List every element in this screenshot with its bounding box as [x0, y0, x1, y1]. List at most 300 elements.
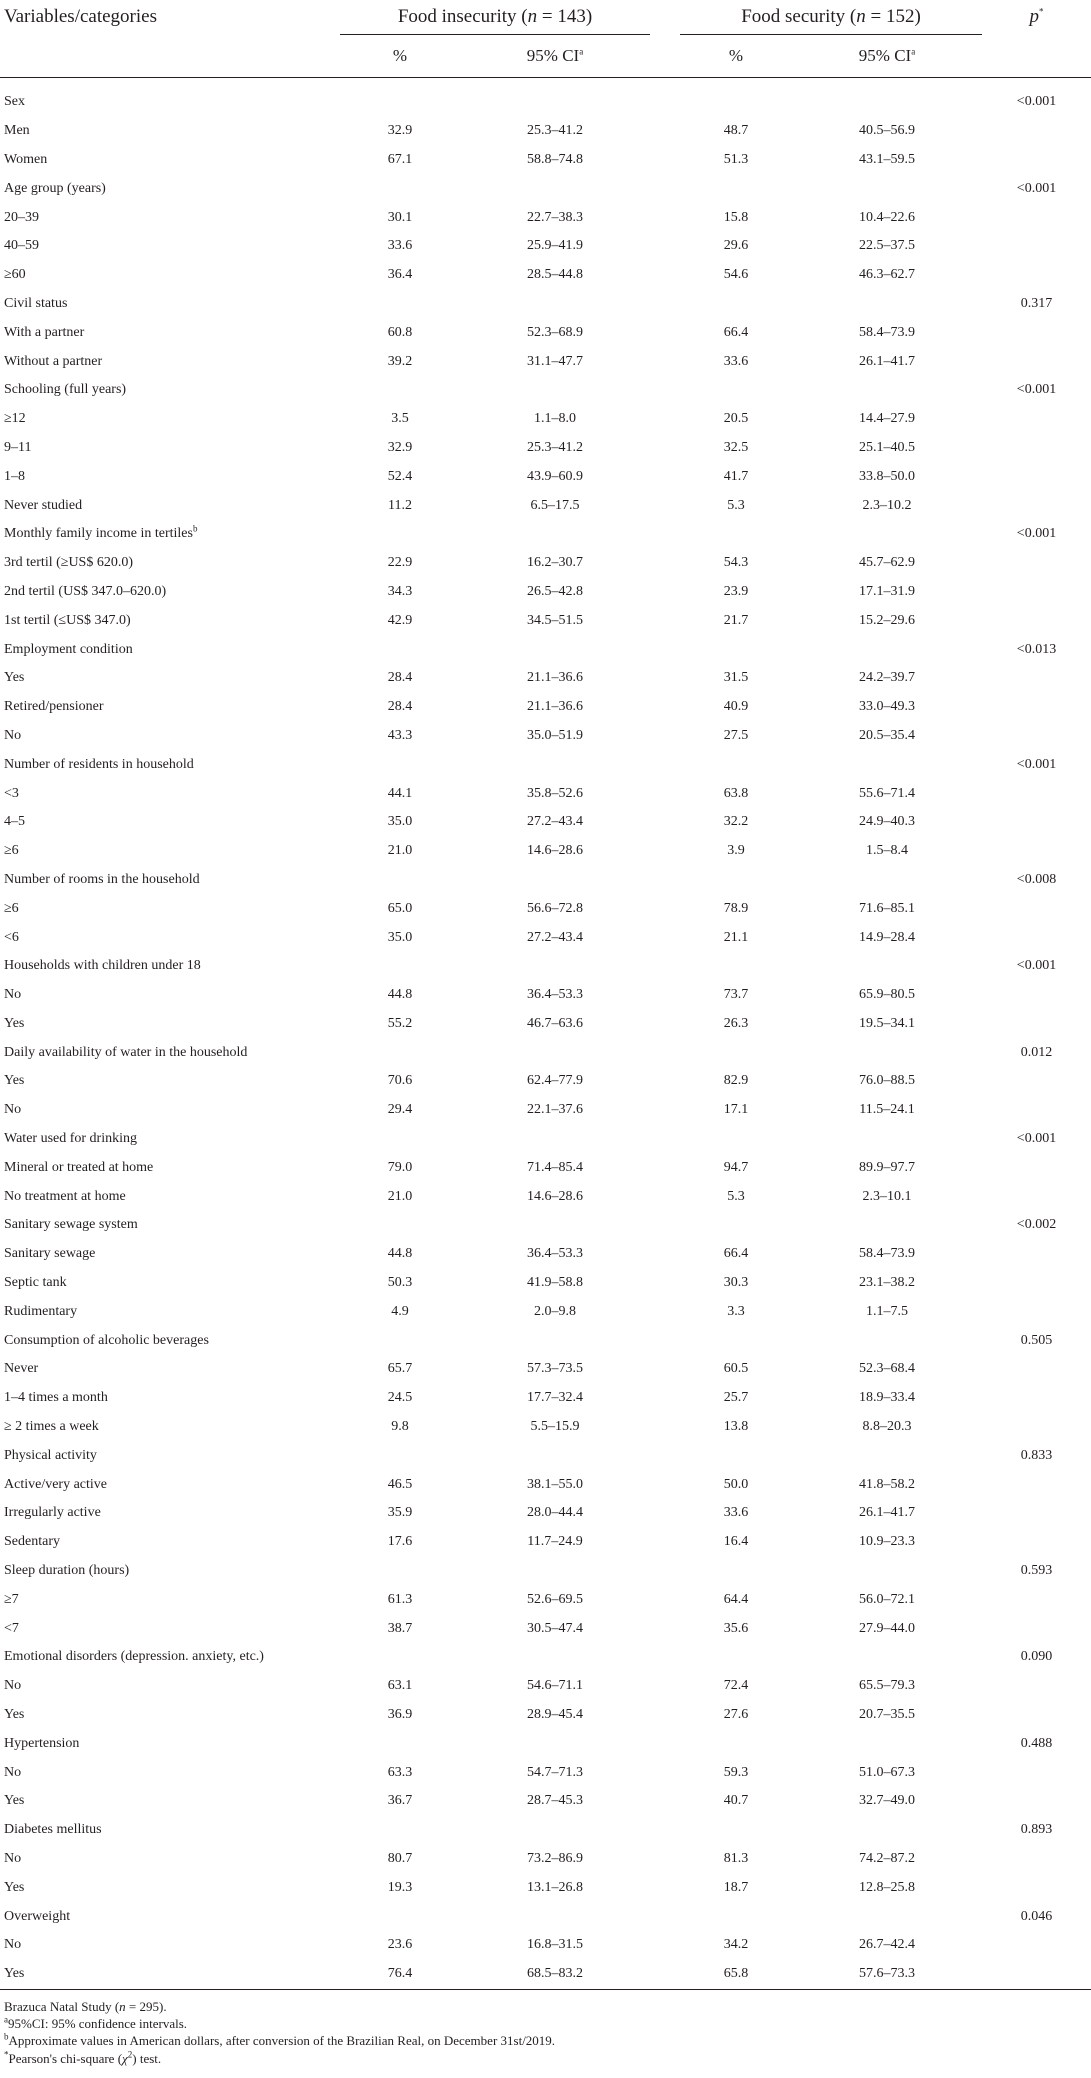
- gap-cell: [650, 1470, 680, 1499]
- fi-ci-cell: 54.6–71.1: [527, 1678, 583, 1694]
- fi-pct-cell: 21.0: [387, 1188, 413, 1204]
- p-value-cell: [982, 347, 1091, 376]
- fs-pct-cell: 30.3: [723, 1275, 749, 1291]
- empty-cell: [650, 1902, 680, 1931]
- empty-cell: [650, 1816, 680, 1845]
- header-food-security: Food security (n = 152): [680, 0, 982, 35]
- fs-ci-cell: 33.8–50.0: [859, 468, 915, 484]
- table-row: [0, 664, 1091, 693]
- category-label: Monthly family income in tertiles$^b$: [4, 523, 198, 542]
- fi-pct-cell: 17.6: [387, 1534, 413, 1550]
- fi-pct-cell: 44.8: [387, 987, 413, 1003]
- p-value-cell: [982, 981, 1091, 1010]
- fs-pct-cell: 40.9: [723, 699, 749, 715]
- fi-pct-cell: 44.8: [387, 1246, 413, 1262]
- gap-cell: [650, 1240, 680, 1269]
- fi-pct-cell: 36.7: [387, 1793, 413, 1809]
- gap-cell: [650, 1153, 680, 1182]
- empty-cell: [650, 290, 680, 319]
- gap-cell: [650, 1873, 680, 1902]
- fi-pct-cell: 22.9: [387, 555, 413, 571]
- row-label: Active/very active: [4, 1476, 108, 1492]
- p-value-cell: [982, 894, 1091, 923]
- p-value-cell: [982, 1585, 1091, 1614]
- fs-ci-cell: 1.1–7.5: [866, 1303, 908, 1319]
- fi-ci-cell: 36.4–53.3: [527, 987, 583, 1003]
- p-value-cell: 0.893: [1020, 1822, 1053, 1838]
- empty-cell: [792, 635, 982, 664]
- empty-cell: [460, 952, 650, 981]
- p-value-cell: <0.002: [1016, 1217, 1057, 1233]
- fi-ci-cell: 28.7–45.3: [527, 1793, 583, 1809]
- fi-pct-cell: 80.7: [387, 1851, 413, 1866]
- gap-cell: [650, 405, 680, 434]
- row-label: Yes: [4, 1793, 25, 1809]
- fi-ci-cell: 35.8–52.6: [527, 785, 583, 801]
- fs-ci-cell: 89.9–97.7: [859, 1159, 915, 1175]
- fs-ci-cell: 23.1–38.2: [859, 1275, 915, 1291]
- empty-cell: [792, 520, 982, 549]
- p-value-cell: 0.833: [1020, 1447, 1053, 1463]
- table-row: [0, 578, 1091, 607]
- gap-cell: [650, 722, 680, 751]
- fi-pct-cell: 63.1: [387, 1678, 413, 1694]
- fs-pct-cell: 33.6: [723, 1505, 749, 1521]
- header-gap-2: [650, 35, 680, 78]
- gap-cell: [650, 462, 680, 491]
- empty-cell: [680, 1729, 792, 1758]
- table-footnotes: [4, 1998, 555, 2067]
- fi-ci-cell: 25.3–41.2: [527, 439, 583, 455]
- table-row: [0, 1614, 1091, 1643]
- fi-ci-cell: 28.0–44.4: [527, 1505, 583, 1521]
- empty-cell: [680, 1326, 792, 1355]
- row-label: 2nd tertil (US$ 347.0–620.0): [4, 583, 167, 599]
- p-value-cell: 0.317: [1020, 295, 1053, 311]
- header-fi-ci: [460, 35, 650, 78]
- footnote-text: Brazuca Natal Study (n = 295).: [4, 1999, 167, 2014]
- gap-cell: [650, 146, 680, 175]
- row-label: Men: [4, 123, 30, 139]
- row-label: With a partner: [4, 324, 85, 340]
- fs-pct-cell: 78.9: [723, 900, 749, 916]
- fi-pct-cell: 42.9: [387, 612, 413, 628]
- fs-ci-cell: 56.0–72.1: [859, 1591, 915, 1607]
- p-value-cell: <0.001: [1016, 958, 1057, 974]
- footnote: [4, 1998, 555, 2015]
- gap-cell: [650, 117, 680, 146]
- table-row: [0, 462, 1091, 491]
- fi-pct-cell: 63.3: [387, 1764, 413, 1780]
- fi-ci-cell: 25.3–41.2: [527, 123, 583, 139]
- fs-pct-cell: 34.2: [723, 1937, 749, 1953]
- empty-cell: [650, 174, 680, 203]
- fi-ci-cell: 27.2–43.4: [527, 814, 583, 830]
- gap-cell: [650, 693, 680, 722]
- p-value-cell: [982, 578, 1091, 607]
- fs-pct-cell: 41.7: [723, 468, 749, 484]
- category-row: [0, 520, 1091, 549]
- empty-cell: [792, 1125, 982, 1154]
- footnote: [4, 2050, 555, 2067]
- header-gap: [650, 0, 680, 35]
- fs-pct-cell: 20.5: [723, 411, 749, 427]
- p-value-cell: <0.013: [1016, 641, 1057, 657]
- empty-cell: [792, 1326, 982, 1355]
- fi-ci-cell: 28.9–45.4: [527, 1707, 583, 1723]
- row-label: 40–59: [4, 238, 39, 254]
- p-value-cell: [982, 117, 1091, 146]
- p-value-cell: [982, 1845, 1091, 1874]
- fi-ci-cell: 11.7–24.9: [527, 1534, 583, 1550]
- empty-cell: [340, 88, 460, 117]
- fi-pct-cell: 21.0: [387, 843, 413, 859]
- row-label: 1–8: [4, 468, 25, 484]
- fi-ci-cell: 5.5–15.9: [530, 1419, 580, 1435]
- footnote: [4, 2015, 555, 2032]
- fs-ci-cell: 20.7–35.5: [859, 1707, 915, 1723]
- fi-ci-cell: 68.5–83.2: [460, 1960, 650, 1989]
- footnote-marker: *: [4, 2049, 9, 2060]
- gap-cell: [650, 606, 680, 635]
- row-label: 1st tertil (≤US$ 347.0): [4, 612, 131, 628]
- footnote-text: Pearson's chi-square $(\chi^2)$ test.: [8, 2049, 162, 2066]
- gap-cell: [650, 1269, 680, 1298]
- header-fs-pct: %: [680, 35, 792, 78]
- row-label: No: [4, 1937, 22, 1953]
- fi-pct-cell: 35.0: [387, 814, 413, 830]
- empty-cell: [340, 1902, 460, 1931]
- row-label: ≥7: [4, 1591, 19, 1607]
- gap-cell: [650, 664, 680, 693]
- empty-cell: [680, 1211, 792, 1240]
- table-row: [0, 117, 1091, 146]
- table-row: [0, 693, 1091, 722]
- p-value-cell: [982, 1758, 1091, 1787]
- fs-ci-cell: 43.1–59.5: [859, 151, 915, 167]
- fs-ci-cell: 14.4–27.9: [859, 411, 915, 427]
- row-label: Mineral or treated at home: [4, 1159, 154, 1175]
- fi-pct-cell: 61.3: [387, 1591, 413, 1607]
- fi-ci-cell: 21.1–36.6: [527, 699, 583, 715]
- fs-pct-cell: 32.2: [723, 814, 749, 830]
- p-value-cell: [982, 1873, 1091, 1902]
- fs-ci-cell: 52.3–68.4: [859, 1361, 915, 1377]
- gap-cell: [650, 1384, 680, 1413]
- table-row: [0, 1384, 1091, 1413]
- fs-ci-cell: 26.1–41.7: [859, 1505, 915, 1521]
- empty-cell: [680, 750, 792, 779]
- table-row: [0, 1470, 1091, 1499]
- table-row: [0, 1182, 1091, 1211]
- p-value-cell: [982, 462, 1091, 491]
- gap-cell: [650, 203, 680, 232]
- p-value-cell: [982, 232, 1091, 261]
- empty-cell: [460, 1902, 650, 1931]
- empty-cell: [680, 1441, 792, 1470]
- fs-pct-cell: 26.3: [723, 1015, 749, 1031]
- row-label: No: [4, 1764, 22, 1780]
- p-value-cell: [982, 1672, 1091, 1701]
- fi-ci-cell: 31.1–47.7: [527, 353, 583, 369]
- empty-cell: [340, 1326, 460, 1355]
- empty-cell: [650, 1211, 680, 1240]
- fi-ci-cell: 17.7–32.4: [527, 1390, 583, 1406]
- gap-cell: [650, 1413, 680, 1442]
- empty-cell: [460, 1211, 650, 1240]
- fs-ci-cell: 41.8–58.2: [859, 1476, 915, 1492]
- category-row: [0, 750, 1091, 779]
- fs-ci-cell: 12.8–25.8: [859, 1879, 915, 1895]
- fi-pct-cell: 3.5: [391, 411, 409, 427]
- table-row: [0, 1528, 1091, 1557]
- fs-ci-cell: 14.9–28.4: [859, 929, 915, 945]
- category-label: Sleep duration (hours): [4, 1563, 130, 1579]
- fs-ci-cell: 18.9–33.4: [859, 1390, 915, 1406]
- fi-ci-cell: 38.1–55.0: [527, 1476, 583, 1492]
- p-value-cell: [982, 779, 1091, 808]
- gap-cell: [650, 1672, 680, 1701]
- p-value-cell: [982, 549, 1091, 578]
- header-fs-ci-text: 95% CI: [858, 46, 912, 65]
- row-label: <7: [4, 1620, 19, 1636]
- fs-ci-cell: 15.2–29.6: [859, 612, 915, 628]
- fs-pct-cell: 66.4: [723, 324, 749, 340]
- fs-pct-cell: 59.3: [723, 1764, 749, 1780]
- gap-cell: [650, 549, 680, 578]
- fi-ci-cell: 22.7–38.3: [527, 209, 583, 225]
- fi-ci-cell: 52.3–68.9: [527, 324, 583, 340]
- p-value-cell: [982, 1010, 1091, 1039]
- p-value-cell: <0.001: [1016, 94, 1057, 110]
- category-label: Emotional disorders (depression. anxiety, etc.): [4, 1649, 264, 1665]
- fs-ci-cell: 27.9–44.0: [859, 1620, 915, 1636]
- row-label: Without a partner: [4, 353, 103, 369]
- p-value-cell: <0.001: [1016, 1131, 1057, 1147]
- fs-pct-cell: 94.7: [723, 1159, 749, 1175]
- fi-pct-cell: 39.2: [387, 353, 413, 369]
- empty-cell: [340, 174, 460, 203]
- fs-pct-cell: 16.4: [723, 1534, 749, 1550]
- p-value-cell: [982, 1787, 1091, 1816]
- header-row-1: [0, 0, 1091, 35]
- row-label: 3rd tertil (≥US$ 620.0): [4, 555, 134, 571]
- fi-pct-cell: 43.3: [387, 727, 413, 743]
- category-label: Sex: [4, 94, 25, 110]
- fi-ci-cell: 30.5–47.4: [527, 1620, 583, 1636]
- p-value-cell: [982, 491, 1091, 520]
- table-row: [0, 722, 1091, 751]
- p-value-cell: [982, 318, 1091, 347]
- category-label: Water used for drinking: [4, 1131, 137, 1147]
- fs-pct-cell: 17.1: [723, 1102, 749, 1118]
- empty-cell: [650, 1038, 680, 1067]
- fs-pct-cell: 21.7: [723, 612, 749, 628]
- category-label: Civil status: [4, 295, 68, 311]
- fi-pct-cell: 79.0: [387, 1159, 413, 1175]
- table-row: [0, 347, 1091, 376]
- row-label: No: [4, 1102, 22, 1118]
- empty-cell: [460, 1816, 650, 1845]
- fs-pct-cell: 73.7: [723, 987, 749, 1003]
- fi-pct-cell: 30.1: [387, 209, 413, 225]
- footnote-marker: b: [4, 2032, 9, 2043]
- category-label: Number of residents in household: [4, 756, 194, 772]
- empty-cell: [792, 88, 982, 117]
- fs-pct-cell: 48.7: [723, 123, 749, 139]
- p-value-cell: [982, 1384, 1091, 1413]
- category-label: Physical activity: [4, 1447, 97, 1463]
- fi-ci-cell: 52.6–69.5: [527, 1591, 583, 1607]
- row-label: Yes: [4, 670, 25, 686]
- table-row: [0, 491, 1091, 520]
- fi-ci-cell: 6.5–17.5: [530, 497, 580, 513]
- fs-ci-cell: 20.5–35.4: [859, 727, 915, 743]
- category-row: [0, 1038, 1091, 1067]
- gap-cell: [650, 1585, 680, 1614]
- row-label: 1–4 times a month: [4, 1390, 108, 1406]
- fs-pct-cell: 18.7: [723, 1879, 749, 1895]
- empty-cell: [460, 1729, 650, 1758]
- fi-ci-cell: 71.4–85.4: [527, 1159, 583, 1175]
- fs-ci-cell: 33.0–49.3: [859, 699, 915, 715]
- p-value-cell: [982, 1614, 1091, 1643]
- row-label: Sedentary: [4, 1534, 60, 1550]
- empty-cell: [680, 174, 792, 203]
- fs-pct-cell: 29.6: [723, 238, 749, 254]
- empty-cell: [792, 1557, 982, 1586]
- table-row: [0, 808, 1091, 837]
- fs-pct-cell: 60.5: [723, 1361, 749, 1377]
- row-label: Never studied: [4, 497, 83, 513]
- p-value-cell: [982, 837, 1091, 866]
- empty-cell: [792, 1211, 982, 1240]
- empty-cell: [680, 1643, 792, 1672]
- empty-cell: [792, 174, 982, 203]
- fi-pct-cell: 11.2: [388, 497, 412, 513]
- footnote-text: Approximate values in American dollars, after conversion of the Brazilian Real, on December 31st/2019.: [8, 2033, 556, 2049]
- p-value-cell: [982, 1931, 1091, 1960]
- row-label: Yes: [4, 1015, 25, 1031]
- fi-ci-cell: 57.3–73.5: [527, 1361, 583, 1377]
- fi-ci-cell: 14.6–28.6: [527, 843, 583, 859]
- category-row: [0, 1643, 1091, 1672]
- table-row: [0, 1960, 1091, 1989]
- table-row: [0, 837, 1091, 866]
- p-value-cell: <0.001: [1016, 180, 1057, 196]
- category-row: [0, 1729, 1091, 1758]
- p-value-cell: [982, 1413, 1091, 1442]
- row-label: Yes: [4, 1879, 25, 1895]
- empty-cell: [650, 1729, 680, 1758]
- empty-cell: [680, 635, 792, 664]
- gap-cell: [650, 1931, 680, 1960]
- empty-cell: [340, 376, 460, 405]
- category-row: [0, 1125, 1091, 1154]
- empty-cell: [650, 1326, 680, 1355]
- fs-pct-cell: 5.3: [727, 1188, 745, 1204]
- category-row: [0, 866, 1091, 895]
- empty-cell: [650, 88, 680, 117]
- fs-ci-cell: 58.4–73.9: [859, 1246, 915, 1262]
- row-label: Never: [4, 1361, 39, 1377]
- fi-ci-cell: 28.5–44.8: [527, 267, 583, 283]
- category-row: [0, 952, 1091, 981]
- p-value-cell: [982, 405, 1091, 434]
- fs-ci-cell: 26.1–41.7: [859, 353, 915, 369]
- fi-ci-cell: 1.1–8.0: [534, 411, 576, 427]
- empty-cell: [792, 1038, 982, 1067]
- gap-cell: [650, 491, 680, 520]
- row-label: 20–39: [4, 209, 39, 225]
- p-value-cell: 0.090: [1020, 1649, 1053, 1665]
- fi-ci-cell: 21.1–36.6: [527, 670, 583, 686]
- fi-pct-cell: 76.4: [340, 1960, 460, 1989]
- category-row: [0, 1557, 1091, 1586]
- fs-ci-cell: 19.5–34.1: [859, 1015, 915, 1031]
- empty-cell: [340, 750, 460, 779]
- table-row: [0, 923, 1091, 952]
- p-value-cell: [982, 1269, 1091, 1298]
- fs-ci-cell: 65.5–79.3: [859, 1678, 915, 1694]
- gap-cell: [650, 232, 680, 261]
- fi-ci-cell: 14.6–28.6: [527, 1188, 583, 1204]
- header-p-value: p*: [1029, 6, 1044, 28]
- footnote: [4, 2032, 555, 2049]
- fs-pct-cell: 27.6: [723, 1707, 749, 1723]
- empty-cell: [650, 1441, 680, 1470]
- empty-cell: [792, 866, 982, 895]
- p-value-cell: [982, 923, 1091, 952]
- gap-cell: [650, 1499, 680, 1528]
- fs-pct-cell: 15.8: [723, 209, 749, 225]
- fs-ci-cell: 17.1–31.9: [859, 583, 915, 599]
- p-value-cell: <0.001: [1016, 526, 1057, 542]
- empty-cell: [792, 1816, 982, 1845]
- empty-cell: [340, 1125, 460, 1154]
- p-value-cell: [982, 1470, 1091, 1499]
- empty-cell: [340, 866, 460, 895]
- p-value-cell: [982, 203, 1091, 232]
- gap-cell: [650, 1182, 680, 1211]
- fs-pct-cell: 64.4: [723, 1591, 749, 1607]
- fi-ci-cell: 27.2–43.4: [527, 929, 583, 945]
- row-label: ≥ 2 times a week: [4, 1419, 99, 1435]
- fi-pct-cell: 65.0: [387, 900, 413, 916]
- gap-cell: [650, 1701, 680, 1730]
- gap-cell: [650, 318, 680, 347]
- fi-pct-cell: 36.9: [387, 1707, 413, 1723]
- fs-ci-cell: 57.6–73.3: [792, 1960, 982, 1989]
- row-label: Women: [4, 151, 48, 167]
- gap-cell: [650, 1010, 680, 1039]
- fi-ci-cell: 16.2–30.7: [527, 555, 583, 571]
- p-value-cell: 0.505: [1020, 1332, 1053, 1348]
- table-row: [0, 146, 1091, 175]
- empty-cell: [340, 635, 460, 664]
- fi-pct-cell: 29.4: [387, 1102, 413, 1118]
- row-label: No: [4, 1851, 22, 1866]
- empty-cell: [460, 866, 650, 895]
- row-label: 4–5: [4, 814, 25, 830]
- p-value-cell: 0.046: [1020, 1908, 1053, 1924]
- category-row: [0, 1441, 1091, 1470]
- fi-ci-cell: 58.8–74.8: [527, 151, 583, 167]
- category-row: [0, 1816, 1091, 1845]
- fs-pct-cell: 81.3: [723, 1851, 749, 1866]
- fi-pct-cell: 55.2: [387, 1015, 413, 1031]
- header-fi-ci-text: 95% CI: [526, 46, 580, 65]
